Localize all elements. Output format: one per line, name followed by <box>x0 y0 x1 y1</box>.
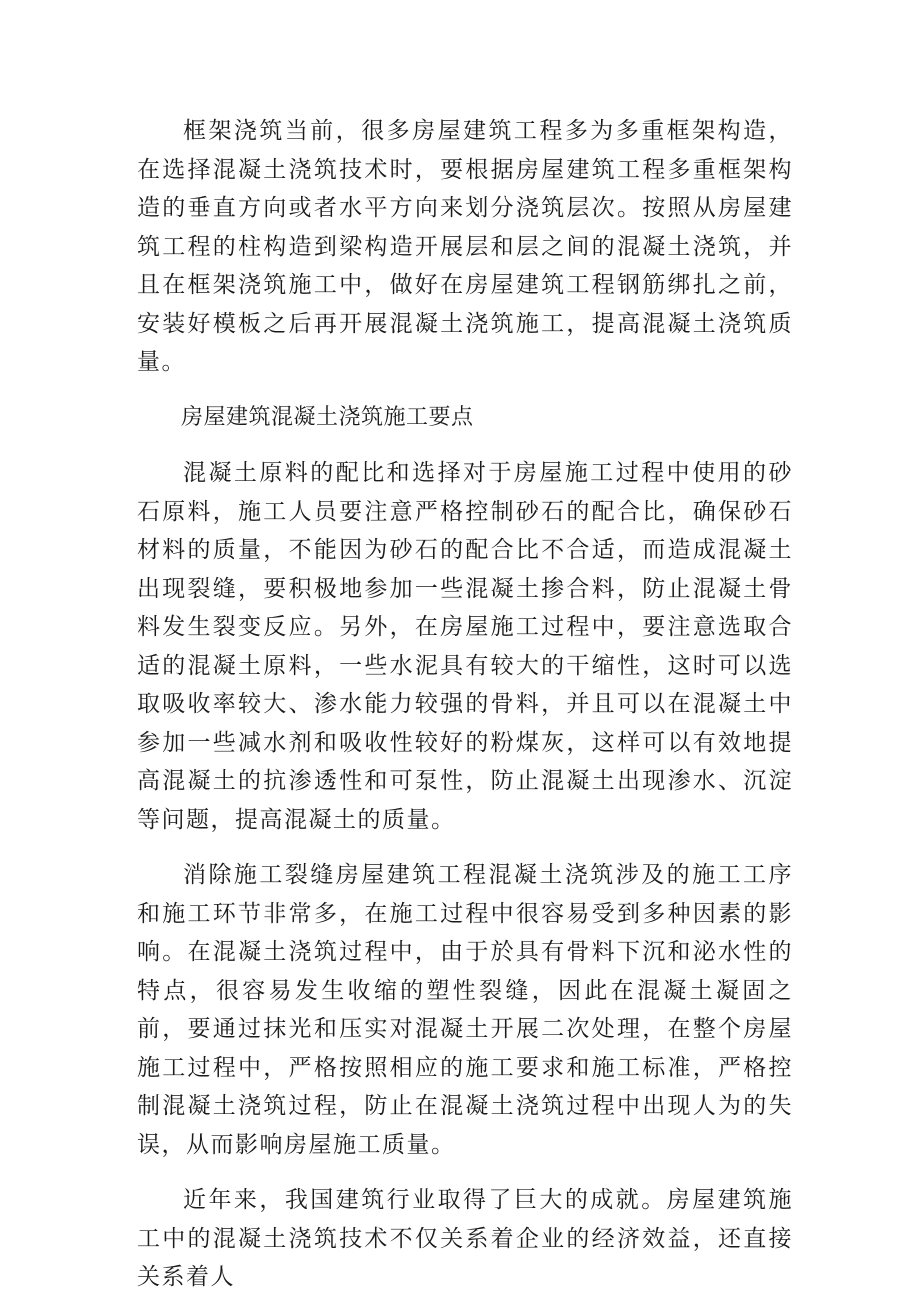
paragraph-eliminate-cracks: 消除施工裂缝房屋建筑工程混凝土浇筑涉及的施工工序和施工环节非常多，在施工过程中很容易受到多种因素的影响。在混凝土浇筑过程中，由于於具有骨料下沉和泌水性的特点，很容易发生收缩的塑性裂缝，因此在混凝土凝固之前，要通过抹光和压实对混凝土开展二次处理，在整个房屋施工过程中，严格按照相应的施工要求和施工标准，严格控制混凝土浇筑过程，防止在混凝土浇筑过程中出现人为的失误，从而影响房屋施工质量。 <box>137 862 793 1158</box>
paragraph-concrete-materials: 混凝土原料的配比和选择对于房屋施工过程中使用的砂石原料，施工人员要注意严格控制砂石的配合比，确保砂石材料的质量，不能因为砂石的配合比不合适，而造成混凝土出现裂缝，要积极地参加一些混凝土掺合料，防止混凝土骨料发生裂变反应。另外，在房屋施工过程中，要注意选取合适的混凝土原料，一些水泥具有较大的干缩性，这时可以选取吸收率较大、渗水能力较强的骨料，并且可以在混凝土中参加一些减水剂和吸收性较好的粉煤灰，这样可以有效地提高混凝土的抗渗透性和可泵性，防止混凝土出现渗水、沉淀等问题，提高混凝土的质量。 <box>137 460 793 833</box>
document-body <box>137 112 793 1297</box>
paragraph-frame-pouring: 框架浇筑当前，很多房屋建筑工程多为多重框架构造，在选择混凝土浇筑技术时，要根据房屋建筑工程多重框架构造的垂直方向或者水平方向来划分浇筑层次。按照从房屋建筑工程的柱构造到梁构造开展层和层之间的混凝土浇筑，并且在框架浇筑施工中，做好在房屋建筑工程钢筋绑扎之前，安装好模板之后再开展混凝土浇筑施工，提高混凝土浇筑质量。 <box>137 118 793 375</box>
paragraph-recent-years: 近年来，我国建筑行业取得了巨大的成就。房屋建筑施工中的混凝土浇筑技术不仅关系着企业的经济效益，还直接关系着人 <box>137 1187 793 1290</box>
section-heading: 房屋建筑混凝土浇筑施工要点 <box>181 404 474 430</box>
